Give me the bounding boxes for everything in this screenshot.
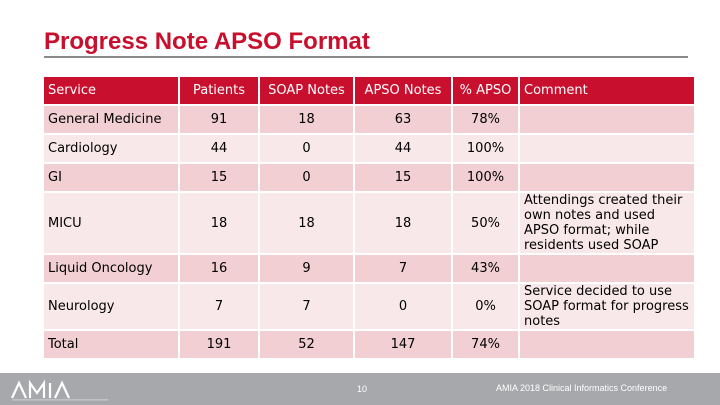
cell-comment [520, 331, 694, 358]
cell-comment [520, 255, 694, 282]
cell-apso-notes: 63 [355, 106, 451, 133]
cell-comment [520, 135, 694, 162]
cell-percent-apso: 100% [453, 164, 518, 191]
cell-percent-apso: 0% [453, 284, 518, 329]
table-row [44, 255, 694, 282]
cell-apso-notes: 44 [355, 135, 451, 162]
cell-comment [520, 164, 694, 191]
cell-patients: 7 [180, 284, 258, 329]
cell-apso-notes: 18 [355, 193, 451, 253]
header-service: Service [44, 77, 178, 104]
table-row [44, 135, 694, 162]
cell-patients: 191 [180, 331, 258, 358]
cell-patients: 15 [180, 164, 258, 191]
cell-soap-notes: 18 [260, 106, 353, 133]
table-row [44, 164, 694, 191]
cell-soap-notes: 9 [260, 255, 353, 282]
cell-service: Cardiology [44, 135, 178, 162]
cell-percent-apso: 50% [453, 193, 518, 253]
cell-soap-notes: 52 [260, 331, 353, 358]
cell-comment [520, 106, 694, 133]
cell-service: General Medicine [44, 106, 178, 133]
cell-comment: Attendings created their own notes and used APSO format; while residents used SOAP [520, 193, 694, 253]
cell-patients: 18 [180, 193, 258, 253]
cell-patients: 91 [180, 106, 258, 133]
cell-soap-notes: 0 [260, 164, 353, 191]
cell-apso-notes: 0 [355, 284, 451, 329]
cell-percent-apso: 78% [453, 106, 518, 133]
page-number: 10 [357, 384, 368, 394]
cell-percent-apso: 74% [453, 331, 518, 358]
header-apso-notes: APSO Notes [355, 77, 451, 104]
table-row [44, 193, 694, 253]
header-comment: Comment [520, 77, 694, 104]
table-row [44, 106, 694, 133]
header-percent-apso: % APSO [453, 77, 518, 104]
cell-patients: 16 [180, 255, 258, 282]
table-row [44, 331, 694, 358]
cell-service: MICU [44, 193, 178, 253]
cell-percent-apso: 100% [453, 135, 518, 162]
header-soap-notes: SOAP Notes [260, 77, 353, 104]
cell-apso-notes: 7 [355, 255, 451, 282]
cell-apso-notes: 15 [355, 164, 451, 191]
cell-patients: 44 [180, 135, 258, 162]
footer-bar [0, 373, 720, 405]
cell-soap-notes: 0 [260, 135, 353, 162]
cell-soap-notes: 18 [260, 193, 353, 253]
cell-soap-notes: 7 [260, 284, 353, 329]
cell-service: Neurology [44, 284, 178, 329]
title-divider [44, 56, 688, 58]
cell-percent-apso: 43% [453, 255, 518, 282]
cell-service: Liquid Oncology [44, 255, 178, 282]
table-header-row [44, 77, 694, 104]
conference-name: AMIA 2018 Clinical Informatics Conference [496, 383, 668, 393]
apso-table [42, 75, 696, 360]
cell-comment: Service decided to use SOAP format for progress notes [520, 284, 694, 329]
cell-apso-notes: 147 [355, 331, 451, 358]
cell-service: Total [44, 331, 178, 358]
header-patients: Patients [180, 77, 258, 104]
amia-logo [10, 379, 110, 401]
cell-service: GI [44, 164, 178, 191]
page-title: Progress Note APSO Format [44, 28, 370, 55]
table-row [44, 284, 694, 329]
